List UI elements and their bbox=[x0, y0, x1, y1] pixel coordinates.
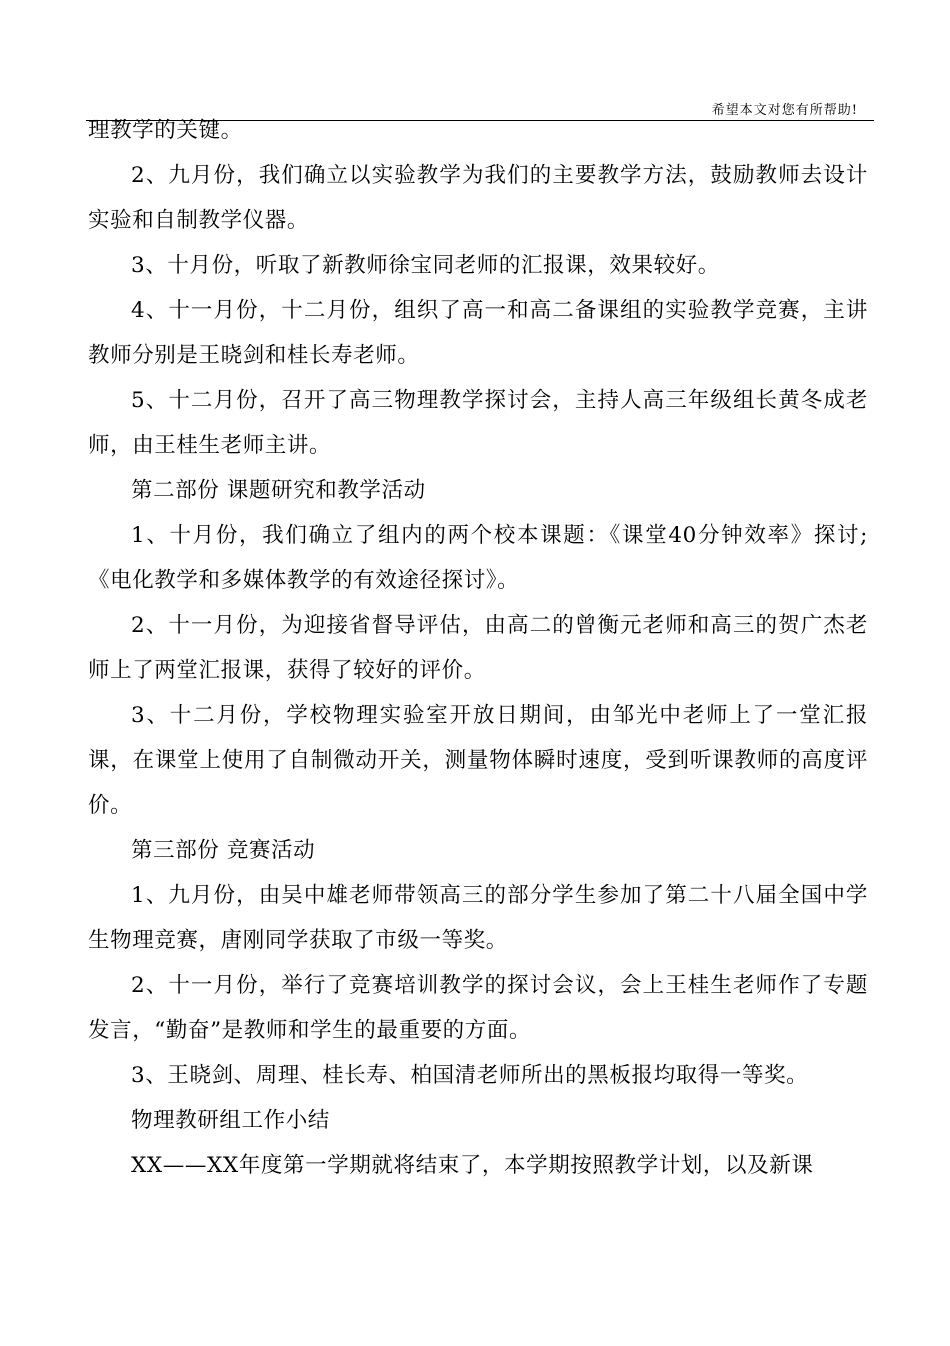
paragraph: 3、十二月份，学校物理实验室开放日期间，由邹光中老师上了一堂汇报课，在课堂上使用了自制微动开关，测量物体瞬时速度，受到听课教师的高度评价。 bbox=[88, 703, 868, 818]
section-heading: 第二部份 课题研究和教学活动 bbox=[131, 478, 426, 503]
paragraph: 5、十二月份，召开了高三物理教学探讨会，主持人高三年级组长黄冬成老师，由王桂生老师主讲。 bbox=[88, 388, 868, 458]
paragraph: 2、九月份，我们确立以实验教学为我们的主要教学方法，鼓励教师去设计实验和自制教学仪器。 bbox=[88, 163, 868, 233]
paragraph: 2、十一月份，为迎接省督导评估，由高二的曾衡元老师和高三的贺广杰老师上了两堂汇报课，获得了较好的评价。 bbox=[88, 613, 868, 683]
section-heading: 第三部份 竞赛活动 bbox=[131, 838, 316, 863]
paragraph: 3、王晓剑、周理、桂长寿、柏国清老师所出的黑板报均取得一等奖。 bbox=[131, 1063, 809, 1088]
paragraph: 4、十一月份，十二月份，组织了高一和高二备课组的实验教学竞赛，主讲教师分别是王晓剑和桂长寿老师。 bbox=[88, 298, 868, 368]
paragraph: 2、十一月份，举行了竞赛培训教学的探讨会议，会上王桂生老师作了专题发言，“勤奋”是教师和学生的最重要的方面。 bbox=[88, 973, 868, 1043]
section-heading: 物理教研组工作小结 bbox=[131, 1108, 330, 1133]
document-body bbox=[88, 108, 868, 1188]
paragraph: 3、十月份，听取了新教师徐宝同老师的汇报课，效果较好。 bbox=[131, 253, 720, 278]
paragraph: 1、十月份，我们确立了组内的两个校本课题：《课堂40分钟效率》探讨;《电化教学和多媒体教学的有效途径探讨》。 bbox=[88, 523, 868, 593]
header-note: 希望本文对您有所帮助! bbox=[711, 103, 858, 118]
paragraph: XX——XX年度第一学期就将结束了，本学期按照教学计划，以及新课 bbox=[131, 1153, 814, 1178]
paragraph: 理教学的关键。 bbox=[88, 118, 243, 143]
paragraph: 1、九月份，由吴中雄老师带领高三的部分学生参加了第二十八届全国中学生物理竞赛，唐刚同学获取了市级一等奖。 bbox=[88, 883, 868, 953]
